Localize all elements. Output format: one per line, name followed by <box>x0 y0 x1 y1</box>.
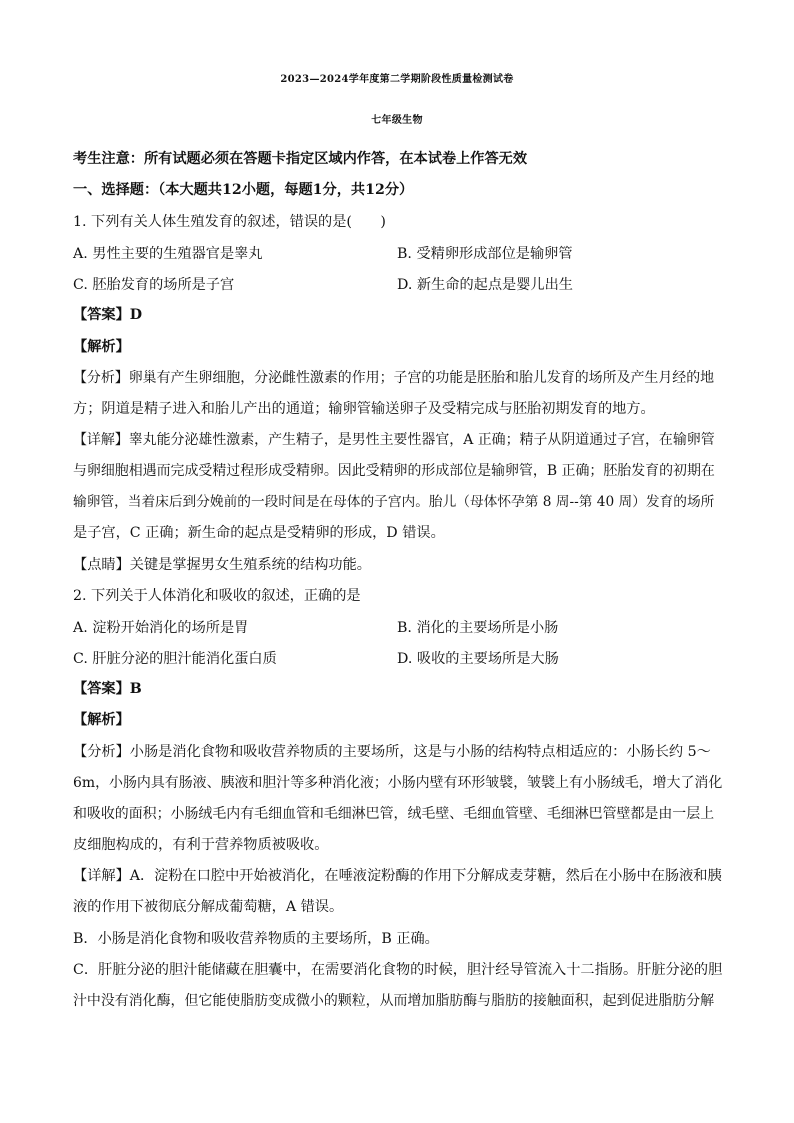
question-1-option-d: D. 新生命的起点是婴儿出生 <box>397 277 573 293</box>
question-1-option-b: B. 受精卵形成部位是输卵管 <box>397 246 573 262</box>
question-1-detail-line: 是子宫，C 正确；新生命的起点是受精卵的形成，D 错误。 <box>73 525 445 541</box>
question-2-analysis-label: 【解析】 <box>73 712 130 728</box>
question-2-detail-line: 汁中没有消化酶，但它能使脂肪变成微小的颗粒，从而增加脂肪酶与脂肪的接触面积，起到促进脂肪分解 <box>73 993 715 1009</box>
question-1-analysis-label: 【解析】 <box>73 339 130 355</box>
section-heading: 一、选择题：（本大题共12小题，每题1分，共12分） <box>73 182 414 198</box>
exam-title: 2023—2024学年度第二学期阶段性质量检测试卷 <box>280 74 514 85</box>
question-1-fenxi-line: 方；阴道是精子进入和胎儿产出的通道；输卵管输送卵子及受精完成与胚胎初期发育的地方。 <box>73 401 655 417</box>
question-2-fenxi-line: 【分析】小肠是消化食物和吸收营养物质的主要场所，这是与小肠的结构特点相适应的：小肠长约 5～ <box>73 744 711 760</box>
question-1-option-a: A. 男性主要的生殖器官是睾丸 <box>73 246 263 262</box>
question-1-fenxi-line: 【分析】卵巢有产生卵细胞，分泌雌性激素的作用；子宫的功能是胚胎和胎儿发育的场所及产生月经的地 <box>73 370 715 386</box>
question-1-stem: 1. 下列有关人体生殖发育的叙述，错误的是( ) <box>73 214 386 230</box>
question-1-detail-line: 【详解】睾丸能分泌雄性激素，产生精子，是男性主要性器官，A 正确；精子从阴道通过子宫，在输卵管 <box>73 432 715 448</box>
question-2-fenxi-line: 皮细胞构成的，有利于营养物质被吸收。 <box>73 837 329 853</box>
question-2-detail-line: 【详解】A．淀粉在口腔中开始被消化，在唾液淀粉酶的作用下分解成麦芽糖，然后在小肠中在肠液和胰 <box>73 868 722 884</box>
exam-notice: 考生注意：所有试题必须在答题卡指定区域内作答，在本试卷上作答无效 <box>73 151 528 167</box>
exam-subtitle: 七年级生物 <box>371 115 423 126</box>
question-2-detail-line: B．小肠是消化食物和吸收营养物质的主要场所，B 正确。 <box>73 931 439 947</box>
question-1-answer: 【答案】D <box>73 307 143 323</box>
question-2-fenxi-line: 6m，小肠内具有肠液、胰液和胆汁等多种消化液；小肠内壁有环形皱襞，皱襞上有小肠绒毛，增大了消化 <box>73 775 723 791</box>
question-2-detail-line: C．肝脏分泌的胆汁能储藏在胆囊中，在需要消化食物的时候，胆汁经导管流入十二指肠。肝脏分泌的胆 <box>73 962 723 978</box>
question-1-detail-line: 与卵细胞相遇而完成受精过程形成受精卵。因此受精卵的形成部位是输卵管，B 正确；胚胎发育的初期在 <box>73 463 715 479</box>
question-2-stem: 2. 下列关于人体消化和吸收的叙述，正确的是 <box>73 588 361 604</box>
question-1-detail-line: 输卵管，当着床后到分娩前的一段时间是在母体的子宫内。胎儿（母体怀孕第 8 周--第 40 周）发育的场所 <box>73 494 715 510</box>
question-1-option-c: C. 胚胎发育的场所是子宫 <box>73 277 235 293</box>
question-2-answer: 【答案】B <box>73 681 142 697</box>
question-2-option-c: C. 肝脏分泌的胆汁能消化蛋白质 <box>73 651 277 667</box>
question-2-option-d: D. 吸收的主要场所是大肠 <box>397 651 559 667</box>
question-2-fenxi-line: 和吸收的面积；小肠绒毛内有毛细血管和毛细淋巴管，绒毛壁、毛细血管壁、毛细淋巴管壁都是由一层上 <box>73 806 715 822</box>
question-2-option-a: A. 淀粉开始消化的场所是胃 <box>73 620 249 636</box>
question-2-detail-line: 液的作用下被彻底分解成葡萄糖，A 错误。 <box>73 899 344 915</box>
question-2-option-b: B. 消化的主要场所是小肠 <box>397 620 559 636</box>
question-1-key-point: 【点睛】关键是掌握男女生殖系统的结构功能。 <box>73 557 371 573</box>
